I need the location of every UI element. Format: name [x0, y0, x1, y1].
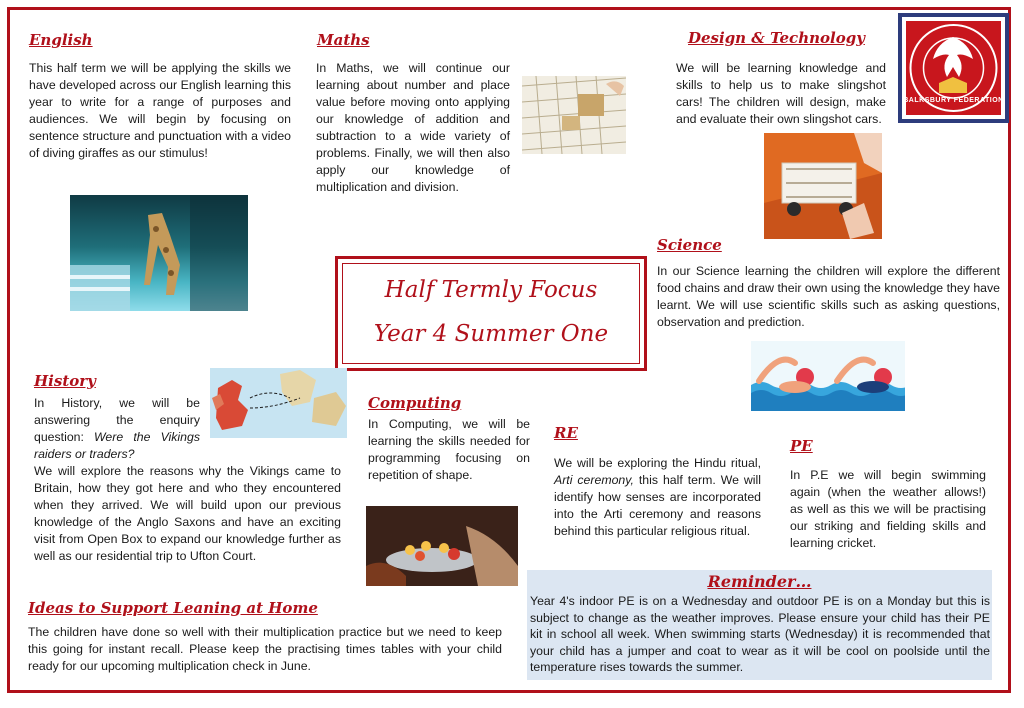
- logo-caption: BALKSBURY FEDERATION: [903, 97, 1004, 104]
- science-heading: Science: [657, 236, 722, 254]
- ideas-text: The children have done so well with their multiplication practice but we need to keep this going for instant recall. Please keep the practising times tables with your child ready for our upcoming multiplication check in June.: [28, 625, 502, 673]
- dt-text: We will be learning knowledge and skills to help us to make slingshot cars! The children will design, make and evaluate their own slingshot cars.: [676, 61, 886, 126]
- re-heading: RE: [554, 424, 578, 442]
- maths-text-top: [316, 60, 510, 196]
- history-text-bottom: We will explore the reasons why the Vikings came to Britain, how they got here and who they encountered when they arrived. We will build upon our previous knowledge of the Anglo Saxons and have an exciting visit from Open Box to expand our knowledge further as well as our residential trip to Ufton Court.: [34, 464, 341, 563]
- re-text-2: this half term. We will identify how senses are incorporated into the Arti ceremony and reasons behind this particular religious ritual.: [554, 473, 761, 538]
- title-box: [335, 256, 647, 371]
- title-line-2: Year 4 Summer One: [373, 321, 609, 347]
- arti-ceremony-image: [366, 506, 518, 586]
- re-text: [554, 455, 761, 540]
- slingshot-car-image: [764, 133, 882, 239]
- english-text: This half term we will be applying the skills we have developed across our English learning this year to write for a range of purposes and audiences. We will begin by focusing on sentence structure and punctuation with a video of diving giraffes as our stimulus!: [29, 61, 291, 160]
- dt-heading: Design & Technology: [688, 29, 865, 47]
- history-text-top: [34, 395, 200, 463]
- pe-heading: PE: [790, 437, 813, 455]
- history-question: Were the Vikings raiders or traders?: [34, 430, 200, 461]
- diving-giraffe-image: [70, 195, 248, 311]
- reminder-text: Year 4's indoor PE is on a Wednesday and outdoor PE is on a Monday but this is subject to change as the weather improves. Please ensure your child has their PE kit in school all week. When swimming starts (Wednesday) it is recommended that your child has a jumper and coat to wear as it will be cool on poolside until the temperature rises towards the summer.: [530, 594, 990, 674]
- history-text-1: In History, we will be answering the enquiry question:: [34, 396, 200, 444]
- maths-heading: Maths: [317, 31, 370, 49]
- school-logo: [898, 13, 1009, 123]
- ideas-heading: Ideas to Support Leaning at Home: [28, 599, 318, 617]
- reminder-heading: Reminder…: [707, 572, 812, 591]
- history-heading: History: [34, 372, 96, 390]
- reminder-box: [527, 570, 992, 680]
- science-text: In our Science learning the children will explore the different food chains and draw their own using the knowledge they have learnt. We will use scientific skills such as asking questions, observation and prediction.: [657, 264, 1000, 329]
- maths-text: In Maths, we will continue our learning about number and place value before moving onto applying our knowledge of addition and subtraction to a wide variety of problems. Finally, we will then also apply our knowledge of multiplication and division.: [316, 61, 510, 194]
- title-line-1: Half Termly Focus: [384, 277, 598, 303]
- computing-heading: Computing: [368, 394, 462, 412]
- english-heading: English: [29, 31, 93, 49]
- re-text-em: Arti ceremony,: [554, 473, 634, 487]
- pe-text: In P.E we will begin swimming again (when the weather allows!) as well as this we will be practising our striking and fielding skills and learning cricket.: [790, 468, 986, 550]
- viking-map-image: [210, 368, 347, 438]
- swimmers-image: [751, 341, 905, 411]
- number-grid-image: [522, 76, 626, 154]
- computing-text: In Computing, we will be learning the skills needed for programming focusing on repetition of shape.: [368, 417, 530, 482]
- re-text-1: We will be exploring the Hindu ritual,: [554, 456, 761, 470]
